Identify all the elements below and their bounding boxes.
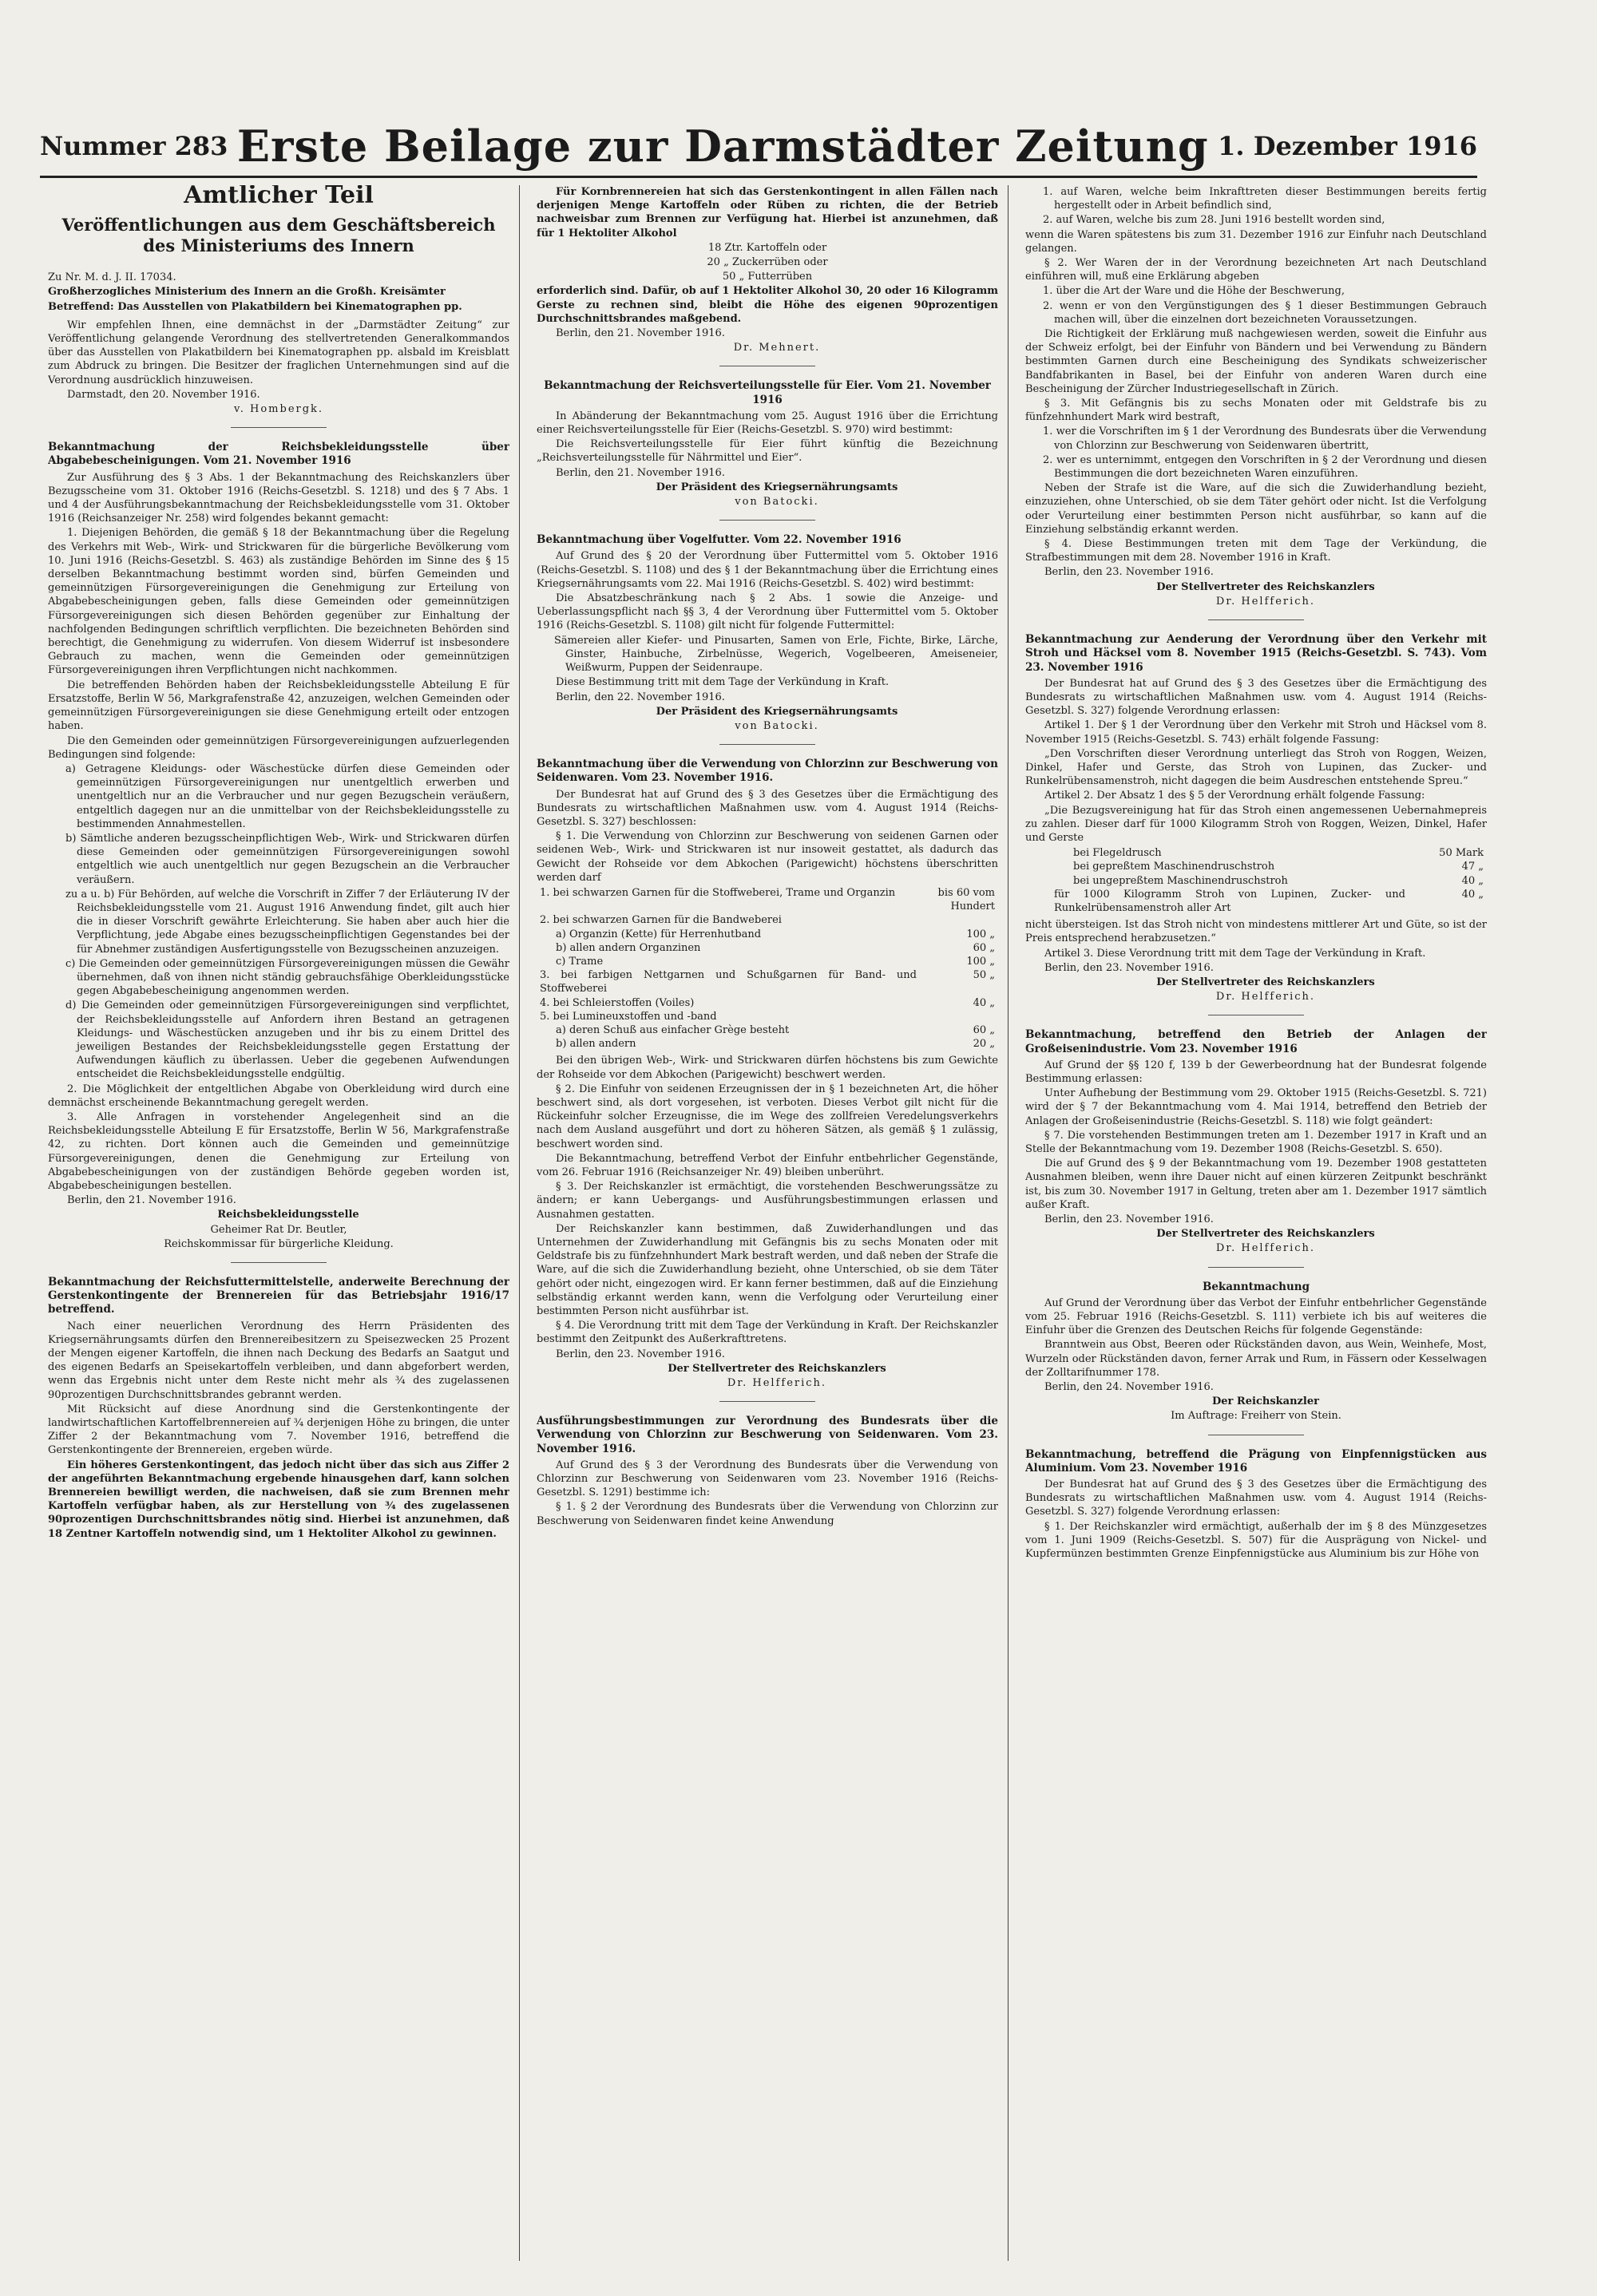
addressee: Großherzogliches Ministerium des Innern an die Großh. Kreisämter [48, 286, 446, 299]
table-cell-value: 40 „ [1461, 888, 1484, 901]
paragraph: Auf Grund der §§ 120 f, 139 b der Gewerbeordnung hat der Bundesrat folgende Bestimmung erlassen: [1025, 1059, 1487, 1085]
signature-title: Der Präsident des Kriegsernährungsamts [656, 481, 898, 493]
signature-title: Der Stellvertreter des Reichskanzlers [1156, 976, 1375, 988]
table-row [537, 941, 998, 955]
paragraph: Artikel 2. Der Absatz 1 des § 5 der Verordnung erhält folgende Fassung: [1044, 790, 1425, 802]
paragraph: § 1. Der Reichskanzler wird ermächtigt, außerhalb der im § 8 des Münzgesetzes vom 1. Juni 1909 (Reichs-Gesetzbl. S. 507) für die Ausprägung von Nickel- und Kupfermünzen bestimmten Grenze Einpfennigstücke aus Aluminium bis zur Höhe von [1025, 1520, 1487, 1561]
paragraph: Neben der Strafe ist die Ware, auf die sich die Zuwiderhandlung bezieht, einzuziehen, ohne Unterschied, ob sie dem Täter gehört oder nicht. Ist die Verfolgung oder Verurteilung einer bestimmten Person nicht ausführbar, so kann auf die Einziehung selbständig erkannt werden. [1025, 482, 1487, 536]
price-table [1025, 846, 1487, 915]
dateline: Berlin, den 24. November 1916. [1044, 1381, 1214, 1394]
paragraph: In Abänderung der Bekanntmachung vom 25. August 1916 über die Errichtung einer Reichsverteilungsstelle für Eier (Reichs-Gesetzbl. S. 970) wird bestimmt: [537, 410, 998, 437]
article-heading: Bekanntmachung, betreffend den Betrieb der Anlagen der Großeisenindustrie. Vom 23. November 1916 [1025, 1028, 1487, 1055]
signature: v. Hombergk. [233, 403, 324, 416]
divider [719, 744, 815, 745]
article-heading: Bekanntmachung über Vogelfutter. Vom 22. November 1916 [537, 533, 902, 547]
paragraph: § 4. Diese Bestimmungen treten mit dem Tage der Verkündung, die Strafbestimmungen mit dem 28. November 1916 in Kraft. [1025, 538, 1487, 564]
paragraph: Auf Grund des § 20 der Verordnung über Futtermittel vom 5. Oktober 1916 (Reichs-Gesetzbl. S. 1108) und des § 1 der Bekanntmachung über die Errichtung eines Kriegsernährungsamts vom 22. Mai 1916 (Reichs-Gesetzbl. S. 402) wird bestimmt: [537, 550, 998, 590]
paragraph: § 2. Wer Waren der in der Verordnung bezeichneten Art nach Deutschland einführen will, muß eine Erklärung abgeben [1025, 257, 1487, 283]
article-heading: Bekanntmachung [1202, 1280, 1310, 1293]
article-heading: Bekanntmachung der Reichsverteilungsstelle für Eier. Vom 21. November 1916 [544, 379, 991, 406]
table-cell-value: 47 „ [1461, 861, 1484, 873]
signature: Dr. Helfferich. [1215, 1242, 1316, 1255]
table-cell-value: 20 „ [973, 1038, 995, 1051]
table-row [537, 1023, 998, 1037]
paragraph: Nach einer neuerlichen Verordnung des Herrn Präsidenten des Kriegsernährungsamts dürfen den Brennereibesitzern zu Speisezwecken 25 Prozent der Mengen eigener Kartoffeln, die ihnen nach Deckung des Bedarfs an Saatgut und des eigenen Bedarfs an Speisekartoffeln verbleiben, und dann abgeforbert werden, wenn das Ergebnis nicht unter dem Reste nicht mehr als ¾ des zugelassenen 90prozentigen Durchschnittsbrandes gebrannt werden. [48, 1320, 509, 1401]
article-heading: Ausführungsbestimmungen zur Verordnung des Bundesrats über die Verwendung von Chlorzinn zur Beschwerung von Seidenwaren. Vom 23. November 1916. [537, 1415, 998, 1455]
paragraph: Bei den übrigen Web-, Wirk- und Strickwaren dürfen höchstens bis zum Gewichte der Rohseide vor dem Abkochen (Parigewicht) beschwert werden. [537, 1055, 998, 1081]
paragraph: § 2. Die Einfuhr von seidenen Erzeugnissen der in § 1 bezeichneten Art, die höher beschwert sind, als dort vorgesehen, ist verboten. Dieses Verbot gilt nicht für die Rückeinfuhr solcher Erzeugnisse, die im Wege des zollfreien Veredelungsverkehrs nach dem Ausland ausgeführt und dort zu höheren Sätzen, als gemäß § 1 zulässig, beschwert worden sind. [537, 1083, 998, 1150]
list-item: 20 „ Zuckerrüben oder [707, 256, 828, 269]
table-cell-value: 100 „ [966, 955, 995, 968]
paragraph: Auf Grund der Verordnung über das Verbot der Einfuhr entbehrlicher Gegenstände vom 25. Februar 1916 (Reichs-Gesetzbl. S. 111) verbiete ich bis auf weiteres die Einfuhr über die Grenzen des Deutschen Reichs für folgende Gegenstände: [1025, 1296, 1487, 1337]
paragraph: Die betreffenden Behörden haben der Reichsbekleidungsstelle Abteilung E für Ersatzstoffe, Berlin W 56, Markgrafenstraße 42, anzuzeigen, welchen Gemeinden oder gemeinnützigen Fürsorgevereinigungen sie diese Genehmigung erteilt oder entzogen haben. [48, 679, 509, 733]
table-row [1025, 874, 1487, 888]
table-row [537, 955, 998, 968]
column-2 [537, 185, 998, 2261]
reference: Zu Nr. M. d. J. II. 17034. [48, 271, 176, 284]
paragraph: Die Richtigkeit der Erklärung muß nachgewiesen werden, soweit die Einfuhr aus der Schweiz erfolgt, bei der Einfuhr von Bändern und bei Verwendung zu Bändern bestimmten Garnen durch eine Bescheinigung des Syndikats schweizerischer Bandfabrikanten in Basel, bei der Einfuhr von anderen Waren durch eine Bescheinigung der Zürcher Industriegesellschaft in Zürich. [1025, 328, 1487, 395]
masthead [40, 118, 1477, 174]
signature-title: Der Stellvertreter des Reichskanzlers [668, 1362, 886, 1375]
table-cell-label: für 1000 Kilogramm Stroh von Lupinen, Zucker- und Runkelrübensamenstroh aller Art [1054, 888, 1405, 914]
divider [231, 1262, 327, 1263]
feed-list: Sämereien aller Kiefer- und Pinusarten, Samen von Erle, Fichte, Birke, Lärche, Ginster, Hainbuche, Zirbelnüsse, Wegerich, Vogelbeeren, Ameiseneier, Weißwurm, Puppen der Seidenraupe. [554, 634, 998, 675]
signature-org: Reichsbekleidungsstelle [217, 1209, 359, 1221]
table-row [537, 1010, 998, 1023]
section-title: Amtlicher Teil [184, 185, 374, 209]
divider [231, 427, 327, 428]
dateline: Berlin, den 21. November 1916. [67, 1194, 236, 1207]
table-row [537, 996, 998, 1010]
signature-title: Der Stellvertreter des Reichskanzlers [1156, 1228, 1375, 1241]
table-row [537, 928, 998, 941]
paragraph: § 1. Die Verwendung von Chlorzinn zur Beschwerung von seidenen Garnen oder seidenen Web-, Wirk- und Strickwaren ist nur insoweit gestattet, als dadurch das Gewicht der Rohseide vor dem Abkochen (Parigewicht) höchstens überschritten werden darf [537, 830, 998, 884]
table-cell-label: b) allen andern Organzinen [556, 941, 701, 954]
paragraph: § 3. Mit Gefängnis bis zu sechs Monaten oder mit Geldstrafe bis zu fünfzehnhundert Mark wird bestraft, [1025, 398, 1487, 424]
table-cell-value: 100 „ [966, 928, 995, 940]
table-cell-value: 40 „ [1461, 874, 1484, 887]
table-row [1025, 860, 1487, 873]
issue-date: 1. Dezember 1916 [1218, 131, 1477, 161]
table-cell-label: 3. bei farbigen Nettgarnen und Schußgarnen für Band- und Stoffweberei [540, 969, 917, 996]
paragraph: § 7. Die vorstehenden Bestimmungen treten am 1. Dezember 1917 in Kraft und an Stelle der Bekanntmachung vom 19. Dezember 1908 (Reichs-Gesetzbl. S. 650). [1025, 1129, 1487, 1155]
signature: Geheimer Rat Dr. Beutler, [210, 1223, 347, 1236]
table-cell-value [920, 1010, 998, 1023]
list-item: 2. auf Waren, welche bis zum 28. Juni 1916 bestellt worden sind, [1043, 214, 1385, 227]
list-item: 1. wer die Vorschriften im § 1 der Verordnung des Bundesrats über die Verwendung von Chlorzinn zur Beschwerung von Seidenwaren übertritt, [1043, 426, 1487, 452]
list-item: 18 Ztr. Kartoffeln oder [707, 241, 827, 254]
table-row [537, 968, 998, 996]
divider [719, 1401, 815, 1402]
dateline: Berlin, den 23. November 1916. [556, 1348, 725, 1360]
dateline: Berlin, den 21. November 1916. [556, 327, 725, 340]
paragraph: § 1. § 2 der Verordnung des Bundesrats über die Verwendung von Chlorzinn zur Beschwerung von Seidenwaren findet keine Anwendung [537, 1501, 998, 1527]
table-cell-value [920, 913, 998, 927]
list-item: 1. über die Art der Ware und die Höhe der Beschwerung, [1043, 285, 1345, 298]
paragraph: Auf Grund des § 3 der Verordnung des Bundesrats über die Verwendung von Chlorzinn zur Beschwerung von Seidenwaren vom 23. November 1916 (Reichs-Gesetzbl. S. 1291) bestimme ich: [537, 1459, 998, 1499]
paragraph: 2. Die Möglichkeit der entgeltlichen Abgabe von Oberkleidung wird durch eine demnächst erscheinende Bekanntmachung geregelt werden. [48, 1083, 509, 1109]
paragraph: Wir empfehlen Ihnen, eine demnächst in der „Darmstädter Zeitung“ zur Veröffentlichung gelangende Verordnung des stellvertretenden Generalkommandos über das Ausstellen von Plakatbildern bei Kinematographen pp. alsbald im Kreisblatt zum Abdruck zu bringen. Die Besitzer der fraglichen Unternehmungen sind auf die Verordnung ausdrücklich hinzuweisen. [48, 319, 509, 386]
paragraph: § 3. Der Reichskanzler ist ermächtigt, die vorstehenden Beschwerungssätze zu ändern; er kann Uebergangs- und Ausführungsbestimmungen erlassen und Ausnahmen gestatten. [537, 1181, 998, 1221]
paragraph: „Den Vorschriften dieser Verordnung unterliegt das Stroh von Roggen, Weizen, Dinkel, Hafer und Gerste, das Stroh von Lupinen, das Zucker- und Runkelrübensamenstroh, nicht dagegen die beim Ausdreschen entstehende Spreu.“ [1025, 747, 1487, 788]
paragraph: Die Bekanntmachung, betreffend Verbot der Einfuhr entbehrlicher Gegenstände, vom 26. Februar 1916 (Reichsanzeiger Nr. 49) bleiben unberührt. [537, 1152, 998, 1178]
table-cell-value: 50 „ [973, 969, 995, 982]
table-cell-value: 60 „ [973, 941, 995, 954]
paragraph: Der Bundesrat hat auf Grund des § 3 des Gesetzes über die Ermächtigung des Bundesrats zu wirtschaftlichen Maßnahmen usw. vom 4. August 1914 (Reichs-Gesetzbl. S. 327) beschlossen: [537, 788, 998, 828]
paragraph: Zur Ausführung des § 3 Abs. 1 der Bekanntmachung des Reichskanzlers über Bezugsscheine vom 31. Oktober 1916 (Reichs-Gesetzbl. S. 1218) und des § 7 Abs. 1 und 4 der Ausführungsbekanntmachung der Reichsbekleidungsstelle vom 31. Oktober 1916 (Reichsanzeiger Nr. 258) wird folgendes bekannt gemacht: [48, 471, 509, 525]
paragraph: Diese Bestimmung tritt mit dem Tage der Verkündung in Kraft. [556, 676, 890, 689]
table-cell-label: 1. bei schwarzen Garnen für die Stoffweberei, Trame und Organzin [540, 886, 896, 899]
list-item: 1. auf Waren, welche beim Inkrafttreten dieser Bestimmungen bereits fertig hergestellt oder in Arbeit befindlich sind, [1043, 186, 1487, 212]
column-3 [1025, 185, 1487, 2261]
weighting-table [537, 886, 998, 1051]
table-cell-label: b) allen andern [556, 1038, 636, 1051]
signature: Dr. Helfferich. [1215, 991, 1316, 1004]
signature: von Batocki. [735, 496, 819, 509]
table-row [537, 1037, 998, 1051]
column-divider [1008, 185, 1009, 2261]
condition-a: a) Getragene Kleidungs- oder Wäschestücke dürfen diese Gemeinden oder gemeinnützigen Fürsorgevereinigungen nur unentgeltlich erwerben und unentgeltlich nur an die Verbraucher und nur gegen Bezugschein veräußern, entgeltlich dagegen nur an die unmittelbar von der Reichsbekleidungsstelle zu bestimmenden Annahmestellen. [65, 762, 509, 830]
signature: Dr. Helfferich. [727, 1377, 827, 1390]
newspaper-title: Erste Beilage zur Darmstädter Zeitung [236, 121, 1209, 172]
table-cell-label: 2. bei schwarzen Garnen für die Bandweberei [540, 914, 782, 927]
signature-title: Reichskommissar für bürgerliche Kleidung. [164, 1237, 394, 1250]
table-cell-label: c) Trame [556, 955, 604, 968]
table-cell-value: 60 „ [973, 1023, 995, 1036]
paragraph: Die Absatzbeschränkung nach § 2 Abs. 1 sowie die Anzeige- und Ueberlassungspflicht nach §§ 3, 4 der Verordnung über Futtermittel vom 5. Oktober 1916 (Reichs-Gesetzbl. S. 1108) gilt nicht für folgende Futtermittel: [537, 592, 998, 632]
paragraph: Artikel 1. Der § 1 der Verordnung über den Verkehr mit Stroh und Häcksel vom 8. November 1915 (Reichs-Gesetzbl. S. 743) erhält folgende Fassung: [1025, 719, 1487, 746]
paragraph: Die auf Grund des § 9 der Bekanntmachung vom 19. Dezember 1908 gestatteten Ausnahmen bleiben, wenn ihre Dauer nicht auf einen kürzeren Zeitpunkt beschränkt ist, bis zum 30. November 1917 in Geltung, treten aber am 1. Dezember 1917 sämtlich außer Kraft. [1025, 1158, 1487, 1211]
subject: Betreffend: Das Ausstellen von Plakatbildern bei Kinematographen pp. [48, 300, 462, 313]
signature: Dr. Mehnert. [733, 342, 821, 354]
dateline: Berlin, den 23. November 1916. [1044, 566, 1214, 579]
table-row [1025, 888, 1487, 915]
signature-title: Der Reichskanzler [1212, 1395, 1319, 1408]
paragraph: Der Bundesrat hat auf Grund des § 3 des Gesetzes über die Ermächtigung des Bundesrats zu wirtschaftlichen Maßnahmen usw. vom 4. August 1914 (Reichs-Gesetzbl. S. 327) folgende Verordnung erlassen: [1025, 677, 1487, 718]
condition-ab: zu a u. b) Für Behörden, auf welche die Vorschrift in Ziffer 7 der Erläuterung IV der Reichsbekleidungsstelle vom 21. August 1916 Anwendung findet, gilt auch hier die in dieser Vorschrift gewährte Erleichterung. Sie haben aber auch hier die Verpflichtung, jede Abgabe eines bezugsscheinpflichtigen Gegenstandes bei der für Abnehmer zuständigen Ausfertigungsstelle von Bezugsscheinen anzuzeigen. [65, 888, 509, 956]
paragraph: wenn die Waren spätestens bis zum 31. Dezember 1916 zur Einfuhr nach Deutschland gelangen. [1025, 228, 1487, 255]
divider [1208, 1267, 1304, 1268]
paragraph: § 4. Die Verordnung tritt mit dem Tage der Verkündung in Kraft. Der Reichskanzler bestimmt den Zeitpunkt des Außerkrafttretens. [537, 1320, 998, 1346]
paragraph: 3. Alle Anfragen in vorstehender Angelegenheit sind an die Reichsbekleidungsstelle Abteilung E für Ersatzstoffe, Berlin W 56, Markgrafenstraße 42, zu richten. Dort können auch die Gemeinden und gemeinnützige Fürsorgevereinigungen, denen die Genehmigung zur Erteilung von Abgabebescheinigungen von der zuständigen Behörde gegeben worden ist, Abgabebescheinigungen bestellen. [48, 1110, 509, 1192]
paragraph: Der Reichskanzler kann bestimmen, daß Zuwiderhandlungen und das Unternehmen der Zuwiderhandlung mit Gefängnis bis zu sechs Monaten oder mit Geldstrafe bis zu fünfzehnhundert Mark bestraft werden, und daß neben der Strafe die Ware, auf die sich die Zuwiderhandlung bezieht, ohne Unterschied, ob sie dem Täter gehört oder nicht, eingezogen wird. Er kann ferner bestimmen, daß auf die Einziehung selbständig erkannt werden kann, wenn die Verfolgung oder Verurteilung einer bestimmten Person nicht ausführbar ist. [537, 1222, 998, 1318]
table-cell-label: a) deren Schuß aus einfacher Grège besteht [556, 1023, 790, 1036]
column-divider [519, 185, 520, 2261]
paragraph: Artikel 3. Diese Verordnung tritt mit dem Tage der Verkündung in Kraft. [1044, 947, 1426, 960]
paragraph: 1. Diejenigen Behörden, die gemäß § 18 der Bekanntmachung über die Regelung des Verkehrs mit Web-, Wirk- und Strickwaren für die bürgerliche Bevölkerung vom 10. Juni 1916 (Reichs-Gesetzbl. S. 463) als zuständige Behörden im Sinne des § 15 derselben Bekanntmachung bestimmt worden sind, bürfen Gemeinden und gemeinnützigen Fürsorgevereinigungen die Genehmigung zur Erteilung von Abgabebescheinigungen geben, falls diese Gemeinden oder gemeinnützigen Fürsorgevereinigungen sich diesen Behörden gegenüber zur Einhaltung der nachfolgenden Bedingungen schriftlich verpflichten. Die bezeichneten Behörden sind berechtigt, die Genehmigung zu widerrufen. Von diesem Widerruf ist insbesondere Gebrauch zu machen, wenn die Gemeinden oder gemeinnützigen Fürsorgevereinigungen ihren Verpflichtungen nicht nachkommen. [48, 527, 509, 677]
article-heading: Bekanntmachung zur Aenderung der Verordnung über den Verkehr mit Stroh und Häcksel vom 8. November 1915 (Reichs-Gesetzbl. S. 743). Vom 23. November 1916 [1025, 633, 1487, 674]
table-cell-label: bei ungepreßtem Maschinendruschstroh [1073, 874, 1288, 887]
table-cell-value: 40 „ [973, 996, 995, 1009]
paragraph: Die den Gemeinden oder gemeinnützigen Fürsorgevereinigungen aufzuerlegenden Bedingungen sind folgende: [48, 734, 509, 761]
paragraph: „Die Bezugsvereinigung hat für das Stroh einen angemessenen Uebernahmepreis zu zahlen. Dieser darf für 1000 Kilogramm Stroh von Roggen, Weizen, Dinkel, Hafer und Gerste [1025, 804, 1487, 844]
condition-d: d) Die Gemeinden oder gemeinnützigen Fürsorgevereinigungen sind verpflichtet, der Reichsbekleidungsstelle auf Anfordern ihren Bestand an getragenen Kleidungs- und Wäschestücken anzugeben und ihr bis zu einem Drittel des jeweiligen Bestandes der Reichsbekleidungsstelle gegen Erstattung der Aufwendungen käuflich zu überlassen. Ueber die gegebenen Aufwendungen entscheidet die Reichsbekleidungsstelle endgültig. [65, 1000, 509, 1081]
table-cell-label: a) Organzin (Kette) für Herrenhutband [556, 928, 762, 940]
table-cell-value: 50 Mark [1439, 847, 1484, 860]
table-cell-value: bis 60 vom Hundert [937, 886, 995, 913]
list-item: 2. wenn er von den Vergünstigungen des § 1 dieser Bestimmungen Gebrauch machen will, über die einzelnen dort bezeichneten Voraussetzungen. [1043, 299, 1487, 326]
dateline: Berlin, den 23. November 1916. [1044, 961, 1214, 974]
issue-number: Nummer 283 [40, 131, 228, 161]
signature: von Batocki. [735, 719, 819, 732]
paragraph: Für Kornbrennereien hat sich das Gerstenkontingent in allen Fällen nach derjenigen Menge Kartoffeln oder Rüben zu richten, die der Betrieb nachweisbar zum Brennen zur Verfügung hat. Hierbei ist anzunehmen, daß für 1 Hektoliter Alkohol [537, 186, 998, 239]
table-cell-label: bei Flegeldrusch [1073, 847, 1162, 860]
paragraph: Der Bundesrat hat auf Grund des § 3 des Gesetzes über die Ermächtigung des Bundesrats zu wirtschaftlichen Maßnahmen usw. vom 4. August 1914 (Reichs-Gesetzbl. S. 327) folgende Verordnung erlassen: [1025, 1479, 1487, 1518]
list-item: 50 „ Futterrüben [722, 271, 813, 283]
column-1 [48, 185, 509, 2261]
dateline: Berlin, den 21. November 1916. [556, 466, 725, 479]
dateline: Berlin, den 22. November 1916. [556, 691, 725, 703]
paragraph: Mit Rücksicht auf diese Anordnung sind die Gerstenkontingente der landwirtschaftlichen Kartoffelbrennereien auf ¾ derjenigen Höhe zu bringen, die unter Ziffer 2 der Bekanntmachung vom 7. November 1916, betreffend die Gerstenkontingente der Brennereien, ergeben würde. [48, 1403, 509, 1457]
article-heading: Bekanntmachung, betreffend die Prägung von Einpfennigstücken aus Aluminium. Vom 23. November 1916 [1025, 1447, 1487, 1475]
table-row [1025, 846, 1487, 860]
paragraph: Unter Aufhebung der Bestimmung vom 29. Oktober 1915 (Reichs-Gesetzbl. S. 721) wird der § 7 der Bekanntmachung vom 4. Mai 1914, betreffend den Betrieb der Anlagen der Großeisenindustrie (Reichs-Gesetzbl. S. 118) wie folgt geändert: [1025, 1087, 1487, 1127]
article-heading: Bekanntmachung über die Verwendung von Chlorzinn zur Beschwerung von Seidenwaren. Vom 23. November 1916. [537, 758, 998, 785]
dateline: Berlin, den 23. November 1916. [1044, 1213, 1214, 1226]
dateline: Darmstadt, den 20. November 1916. [67, 388, 260, 401]
signature: Im Auftrage: Freiherr von Stein. [1171, 1410, 1341, 1423]
condition-b: b) Sämtliche anderen bezugsscheinpflichtigen Web-, Wirk- und Strickwaren dürfen diese Gemeinden oder gemeinnützigen Fürsorgevereinigungen sowohl entgeltlich wie auch unentgeltlich nur gegen Bezugschein an die Verbraucher veräußern. [65, 832, 509, 886]
paragraph: erforderlich sind. Dafür, ob auf 1 Hektoliter Alkohol 30, 20 oder 16 Kilogramm Gerste zu rechnen sind, bleibt die Höhe des eigenen 90prozentigen Durchschnittsbrandes maßgebend. [537, 285, 998, 325]
divider [719, 520, 815, 521]
masthead-rule [40, 176, 1477, 178]
table-cell-label: bei gepreßtem Maschinendruschstroh [1073, 861, 1275, 873]
table-cell-label: 4. bei Schleierstoffen (Voiles) [540, 996, 695, 1009]
article-heading: Bekanntmachung der Reichsbekleidungsstelle über Abgabebescheinigungen. Vom 21. November 1916 [48, 441, 509, 468]
article-heading: Bekanntmachung der Reichsfuttermittelstelle, anderweite Berechnung der Gerstenkontingente der Brennereien für das Betriebsjahr 1916/17 betreffend. [48, 1276, 509, 1316]
signature-title: Der Präsident des Kriegsernährungsamts [656, 705, 898, 718]
paragraph: Branntwein aus Obst, Beeren oder Rückständen davon, aus Wein, Weinhefe, Most, Wurzeln oder Rückständen davon, ferner Arrak und Rum, in Fässern oder Kesselwagen der Zolltarifnummer 178. [1025, 1339, 1487, 1379]
section-subtitle: Veröffentlichungen aus dem Geschäftsbereich des Ministeriums des Innern [61, 215, 496, 256]
condition-c: c) Die Gemeinden oder gemeinnützigen Fürsorgevereinigungen müssen die Gewähr übernehmen, daß von ihnen nicht ständig gebrauchsfähige Oberkleidungsstücke gegen Abgabebescheinigung angenommen werden. [65, 957, 509, 998]
table-row [537, 913, 998, 927]
paragraph: Ein höheres Gerstenkontingent, das jedoch nicht über das sich aus Ziffer 2 der angeführten Bekanntmachung ergebende hinausgehen darf, kann solchen Brennereien bewilligt werden, die nachweisen, daß sie zum Brennen mehr Kartoffeln verfügbar haben, als zur Herstellung von ¾ des zugelassenen 90prozentigen Durchschnittsbrandes nötig sind. Hierbei ist anzunehmen, daß 18 Zentner Kartoffeln notwendig sind, um 1 Hektoliter Alkohol zu gewinnen. [48, 1459, 509, 1540]
signature-title: Der Stellvertreter des Reichskanzlers [1156, 580, 1375, 593]
paragraph: Die Reichsverteilungsstelle für Eier führt künftig die Bezeichnung „Reichsverteilungsstelle für Nährmittel und Eier“. [537, 438, 998, 465]
table-row [537, 886, 998, 913]
list-item: 2. wer es unternimmt, entgegen den Vorschriften in § 2 der Verordnung und diesen Bestimmungen die dort bezeichneten Waren einzuführen. [1043, 453, 1487, 481]
table-cell-label: 5. bei Lumineuxstoffen und -band [540, 1010, 717, 1023]
signature: Dr. Helfferich. [1215, 595, 1316, 608]
paragraph: nicht übersteigen. Ist das Stroh nicht von mindestens mittlerer Art und Güte, so ist der Preis entsprechend herabzusetzen.“ [1025, 919, 1487, 945]
